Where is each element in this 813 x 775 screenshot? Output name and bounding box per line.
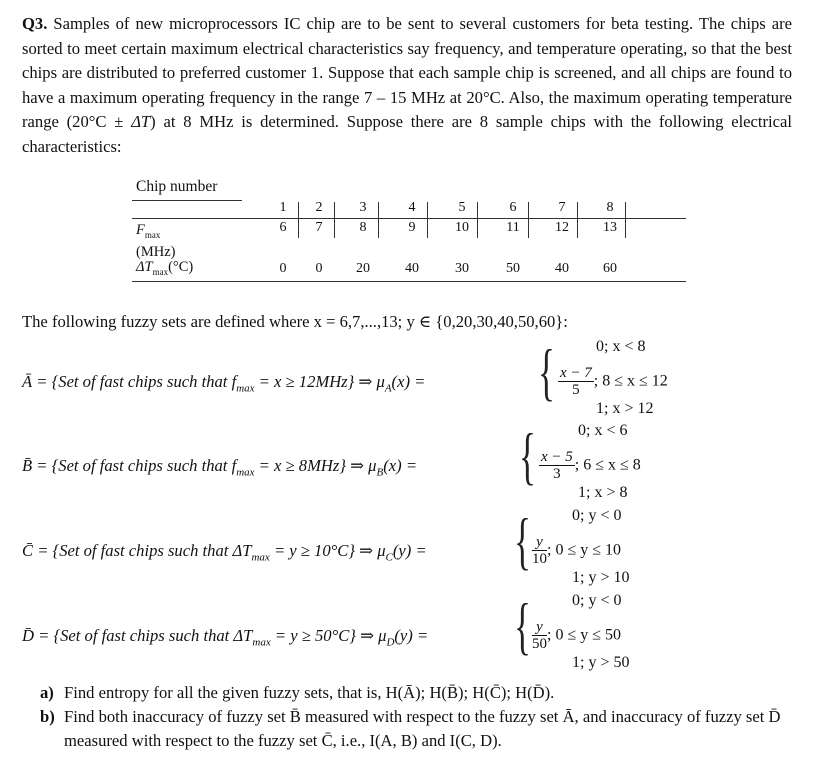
- column-separator: [378, 202, 379, 238]
- column-separator: [477, 202, 478, 238]
- column-separator: [577, 202, 578, 238]
- case-lower: 0; y < 0: [572, 592, 622, 609]
- dtmax-cell: 30: [455, 261, 469, 276]
- case-middle: $\frac{x - 7}{5}$ ; 8 ≤ x ≤ 12: [560, 365, 668, 398]
- fuzzy-set-definition: D̄ = {Set of fast chips such that $\Delta T_{max} = y \ge 50^\circ C$} ⇒ $\mu_D(y)$ =: [22, 626, 429, 649]
- dtmax-cell: 60: [603, 261, 617, 276]
- chip-number-cell: 7: [558, 200, 566, 215]
- column-separator: [528, 202, 529, 238]
- fmax-cell: 10: [455, 220, 469, 235]
- piecewise-brace: {: [514, 590, 531, 661]
- case-lower: 0; x < 8: [596, 338, 646, 355]
- column-separator: [427, 202, 428, 238]
- chip-number-cell: 3: [359, 200, 367, 215]
- part-a-text: Find entropy for all the given fuzzy sets, that is, H(Ā); H(B̄); H(C̄); H(D̄).: [64, 683, 555, 702]
- dtmax-cell: 0: [279, 261, 287, 276]
- column-separator: [625, 202, 626, 238]
- piecewise-brace: {: [514, 505, 531, 576]
- question-text-1: Samples of new microprocessors IC chip are to be sent to several customers for beta testing. The chips are sorted to meet certain maximum electrical characteristics say frequency, and temperature operating, so that the best chips are distributed to preferred customer 1. Suppose that each sample chip is screened, and all chips are found to have a maximum operating frequency in the range 7 – 15 MHz at 20°C. Also, the maximum operating temperature range (20°C ±: [22, 14, 792, 132]
- case-middle: $\frac{y}{10}$ ; 0 ≤ y ≤ 10: [532, 534, 622, 567]
- fuzzy-sets-intro: The following fuzzy sets are defined where x = 6,7,...,13; y ∈ {0,20,30,40,50,60}:: [22, 312, 568, 331]
- part-b-text: Find both inaccuracy of fuzzy set B̄ measured with respect to the fuzzy set Ā, and inaccuracy of fuzzy set D̄ measured with respect to the fuzzy set C̄, i.e., I(A, B) and I(C, D).: [64, 707, 781, 750]
- fuzzy-set-definition: Ā = {Set of fast chips such that $f_{max} = x \ge 12MHz$} ⇒ $\mu_A(x)$ =: [22, 372, 426, 395]
- dtmax-cell: 50: [506, 261, 520, 276]
- table-rule-bottom: [132, 281, 686, 282]
- fuzzy-set-definition: B̄ = {Set of fast chips such that $f_{max} = x \ge 8MHz$} ⇒ $\mu_B(x)$ =: [22, 456, 418, 479]
- fmax-label: $F_{max}$ (MHz): [136, 222, 176, 260]
- fmax-cell: 11: [506, 220, 520, 235]
- question-text-2: ) at 8 MHz is determined. Suppose there are 8 sample chips with the following electrical characteristics:: [22, 112, 792, 156]
- chip-number-cell: 4: [408, 200, 416, 215]
- column-separator: [298, 202, 299, 238]
- fmax-cell: 7: [315, 220, 323, 235]
- table-rule-top: [132, 218, 686, 219]
- case-lower: 0; y < 0: [572, 507, 622, 524]
- question-paragraph: [22, 12, 792, 160]
- case-middle: $\frac{y}{50}$ ; 0 ≤ y ≤ 50: [532, 619, 622, 652]
- case-upper: 1; y > 50: [572, 654, 630, 671]
- case-middle: $\frac{x - 5}{3}$ ; 6 ≤ x ≤ 8: [541, 449, 641, 482]
- dtmax-cell: 20: [356, 261, 370, 276]
- fmax-cell: 12: [555, 220, 569, 235]
- header-underline: [132, 200, 242, 201]
- chip-number-cell: 2: [315, 200, 323, 215]
- dtmax-cell: 40: [405, 261, 419, 276]
- case-lower: 0; x < 6: [578, 422, 628, 439]
- part-b-label: b): [40, 707, 55, 726]
- chip-table: [132, 178, 686, 288]
- chip-number-cell: 6: [509, 200, 517, 215]
- dtmax-cell: 0: [315, 261, 323, 276]
- fuzzy-set-definition: C̄ = {Set of fast chips such that $\Delta T_{max} = y \ge 10^\circ C$} ⇒ $\mu_C(y)$ =: [22, 541, 427, 564]
- question-delta-t: ΔT: [131, 112, 151, 132]
- case-upper: 1; y > 10: [572, 569, 630, 586]
- question-number: Q3.: [22, 14, 48, 33]
- part-a-label: a): [40, 683, 54, 702]
- case-upper: 1; x > 8: [578, 484, 628, 501]
- dtmax-cell: 40: [555, 261, 569, 276]
- fmax-cell: 13: [603, 220, 617, 235]
- table-header: Chip number: [136, 178, 218, 195]
- fmax-cell: 6: [279, 220, 287, 235]
- piecewise-brace: {: [519, 420, 536, 491]
- fmax-cell: 8: [359, 220, 367, 235]
- column-separator: [334, 202, 335, 238]
- dtmax-label: $\Delta T_{max}(^\circ C)$: [136, 259, 194, 277]
- case-upper: 1; x > 12: [596, 400, 654, 417]
- chip-number-cell: 1: [279, 200, 287, 215]
- piecewise-brace: {: [538, 336, 555, 407]
- chip-number-cell: 8: [606, 200, 614, 215]
- fmax-cell: 9: [408, 220, 416, 235]
- chip-number-cell: 5: [458, 200, 466, 215]
